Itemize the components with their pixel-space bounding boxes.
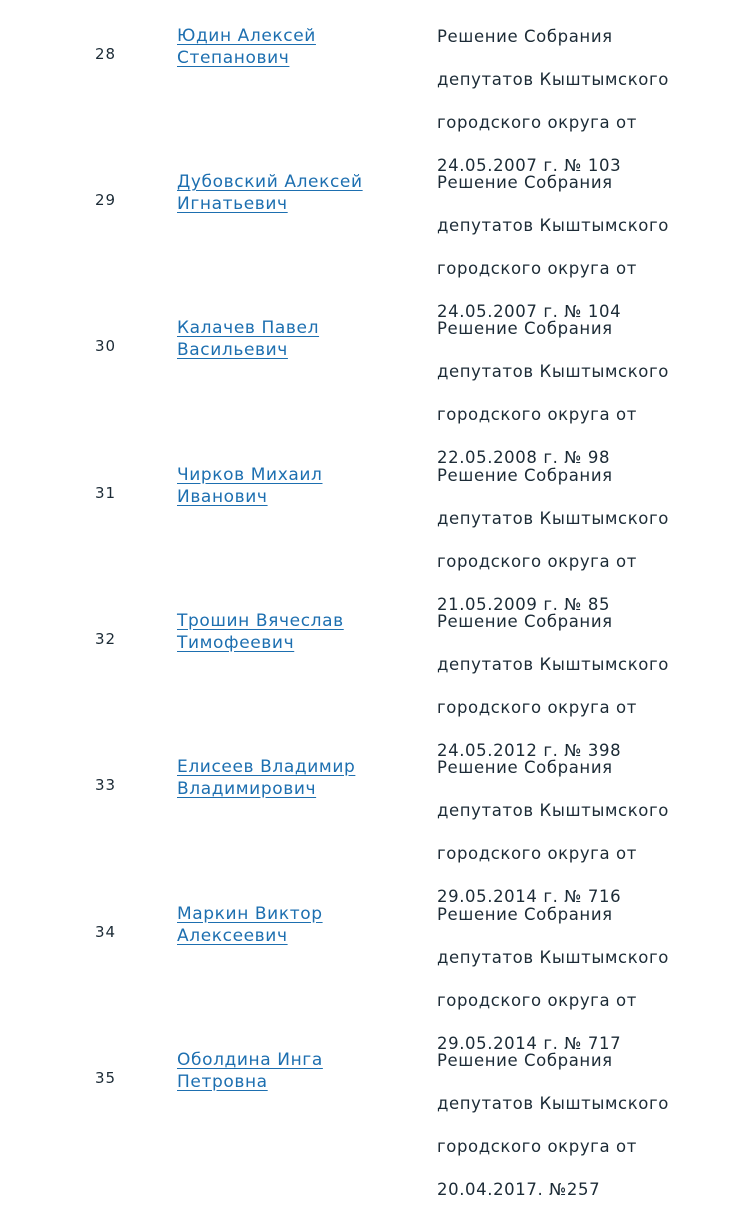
row-number: 34 — [95, 923, 117, 941]
row-number: 33 — [95, 776, 117, 794]
person-name-link[interactable]: Калачев Павел Васильевич — [177, 318, 320, 360]
row-number: 28 — [95, 45, 117, 63]
decision-line: депутатов Кыштымского — [437, 508, 669, 528]
row-number: 29 — [95, 191, 117, 209]
decision-line: городского округа от — [437, 697, 637, 717]
decision-line: Решение Собрания — [437, 757, 613, 777]
decision-line: Решение Собрания — [437, 465, 613, 485]
decision-line: депутатов Кыштымского — [437, 69, 669, 89]
person-name-link[interactable]: Юдин Алексей Степанович — [177, 26, 316, 68]
decision-line: городского округа от — [437, 843, 637, 863]
decision-line: Решение Собрания — [437, 318, 613, 338]
list-item — [0, 1028, 755, 1199]
decision-line: депутатов Кыштымского — [437, 947, 669, 967]
decision-line: депутатов Кыштымского — [437, 800, 669, 820]
decision-line: городского округа от — [437, 258, 637, 278]
row-number: 30 — [95, 337, 117, 355]
decision-line: 24.05.2007 г. № 103 — [437, 155, 622, 175]
list-item — [0, 4, 755, 175]
person-name-link[interactable]: Елисеев Владимир Владимирович — [177, 757, 356, 799]
decision-line: Решение Собрания — [437, 1050, 613, 1070]
decision-line: городского округа от — [437, 551, 637, 571]
decision-line: городского округа от — [437, 112, 637, 132]
person-name-link[interactable]: Трошин Вячеслав Тимофеевич — [177, 611, 344, 653]
decision-line: городского округа от — [437, 404, 637, 424]
decision-line: депутатов Кыштымского — [437, 1093, 669, 1113]
decision-line: Решение Собрания — [437, 172, 613, 192]
row-number: 31 — [95, 484, 117, 502]
list-item — [0, 735, 755, 906]
decision-line: Решение Собрания — [437, 26, 613, 46]
list-item — [0, 882, 755, 1053]
decision-line: 24.05.2012 г. № 398 — [437, 740, 622, 760]
person-name-link[interactable]: Чирков Михаил Иванович — [177, 465, 323, 507]
person-name-link[interactable]: Маркин Виктор Алексеевич — [177, 904, 323, 946]
decision-line: депутатов Кыштымского — [437, 361, 669, 381]
decision-line: 29.05.2014 г. № 717 — [437, 1033, 622, 1053]
list-item — [0, 589, 755, 760]
decision-line: городского округа от — [437, 990, 637, 1010]
list-item — [0, 150, 755, 321]
decision-line: депутатов Кыштымского — [437, 215, 669, 235]
list-item — [0, 296, 755, 467]
decision-line: Решение Собрания — [437, 904, 613, 924]
list-item — [0, 443, 755, 614]
decision-line: городского округа от — [437, 1136, 637, 1156]
decision-line: 29.05.2014 г. № 716 — [437, 886, 622, 906]
decision-line: 22.05.2008 г. № 98 — [437, 447, 611, 467]
decision-line: 20.04.2017. №257 — [437, 1179, 601, 1199]
row-number: 32 — [95, 630, 117, 648]
person-name-link[interactable]: Дубовский Алексей Игнатьевич — [177, 172, 363, 214]
person-name-link[interactable]: Оболдина Инга Петровна — [177, 1050, 323, 1092]
decision-line: 24.05.2007 г. № 104 — [437, 301, 622, 321]
decision-line: депутатов Кыштымского — [437, 654, 669, 674]
row-number: 35 — [95, 1069, 117, 1087]
decision-line: Решение Собрания — [437, 611, 613, 631]
decision-line: 21.05.2009 г. № 85 — [437, 594, 611, 614]
